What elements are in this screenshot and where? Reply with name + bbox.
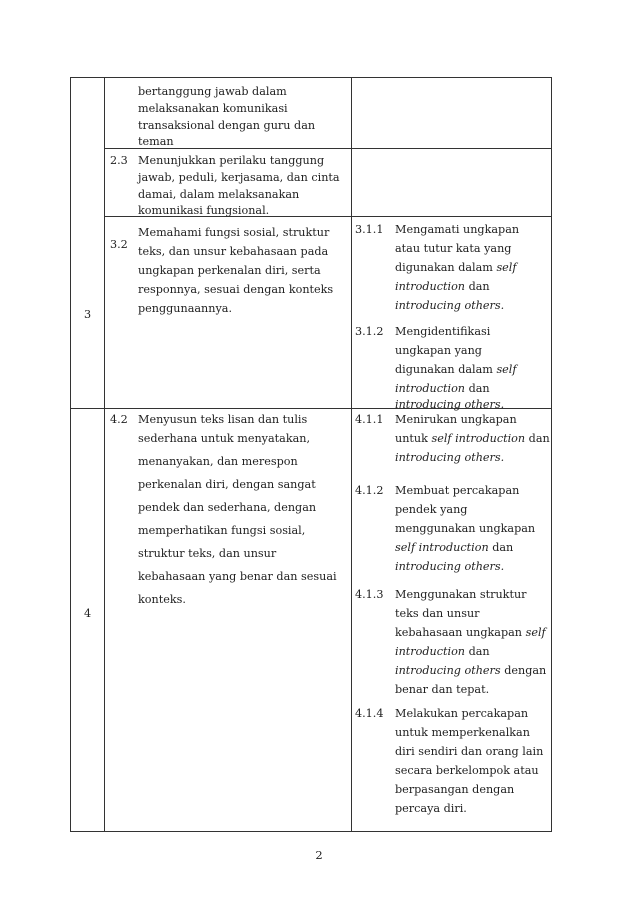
page-number: 2 (315, 848, 323, 862)
indicator-code: 4.1.1 (355, 413, 384, 426)
kd-line: pendek dan sederhana, dengan (138, 501, 317, 514)
indicator-line: digunakan dalam self (395, 363, 517, 376)
kd-code: 4.2 (110, 413, 128, 426)
indicator-line: introduction dan (395, 280, 490, 293)
indicator-line: Mengamati ungkapan (395, 223, 520, 236)
column-divider (104, 78, 105, 831)
indicator-code: 4.1.2 (355, 484, 384, 497)
kd-line: kebahasaan yang benar dan sesuai (138, 570, 337, 583)
competency-table (70, 77, 552, 832)
kd-line: teks, dan unsur kebahasaan pada (138, 245, 329, 258)
kd-line: sederhana untuk menyatakan, (138, 432, 311, 445)
indicator-line: percaya diri. (395, 802, 467, 815)
indicator-line: menggunakan ungkapan (395, 522, 536, 535)
indicator-code: 4.1.4 (355, 707, 384, 720)
indicator-line: Mengidentifikasi (395, 325, 491, 338)
indicator-line: atau tutur kata yang (395, 242, 512, 255)
indicator-line: introducing others. (395, 398, 505, 411)
indicator-code: 3.1.2 (355, 325, 384, 338)
indicator-line: berpasangan dengan (395, 783, 515, 796)
indicator-line: Membuat percakapan (395, 484, 520, 497)
indicator-line: Menirukan ungkapan (395, 413, 517, 426)
indicator-line: pendek yang (395, 503, 468, 516)
indicator-line: Menggunakan struktur (395, 588, 527, 601)
indicator-line: introducing others. (395, 451, 505, 464)
indicator-line: introducing others dengan (395, 664, 547, 677)
kd-line: ungkapan perkenalan diri, serta (138, 264, 321, 277)
indicator-line: secara berkelompok atau (395, 764, 539, 777)
kd-line: Menyusun teks lisan dan tulis (138, 413, 308, 426)
kd-line: struktur teks, dan unsur (138, 547, 277, 560)
indicator-code: 3.1.1 (355, 223, 384, 236)
kd-line: perkenalan diri, dengan sangat (138, 478, 316, 491)
indicator-line: teks dan unsur (395, 607, 480, 620)
indicator-line: Melakukan percakapan (395, 707, 529, 720)
kd-line: bertanggung jawab dalam (138, 85, 287, 98)
kd-code: 3.2 (110, 238, 128, 251)
kd-line: jawab, peduli, kerjasama, dan cinta (138, 171, 340, 184)
kd-line: penggunaannya. (138, 302, 233, 315)
kd-line: memperhatikan fungsi sosial, (138, 524, 306, 537)
indicator-line: introducing others. (395, 299, 505, 312)
indicator-line: ungkapan yang (395, 344, 482, 357)
kd-line: komunikasi fungsional. (138, 204, 270, 217)
kd-line: transaksional dengan guru dan (138, 119, 316, 132)
indicator-line: digunakan dalam self (395, 261, 517, 274)
kd-line: melaksanakan komunikasi (138, 102, 288, 115)
kd-line: menanyakan, dan merespon (138, 455, 298, 468)
kd-line: konteks. (138, 593, 186, 606)
kd-line: teman (138, 135, 174, 148)
indicator-line: diri sendiri dan orang lain (395, 745, 544, 758)
kd-line: Menunjukkan perilaku tanggung (138, 154, 325, 167)
indicator-line: kebahasaan ungkapan self (395, 626, 546, 639)
kd-line: responnya, sesuai dengan konteks (138, 283, 334, 296)
indicator-line: untuk self introduction dan (395, 432, 550, 445)
indicator-line: introduction dan (395, 645, 490, 658)
indicator-line: self introduction dan (395, 541, 514, 554)
indicator-line: introduction dan (395, 382, 490, 395)
indicator-line: introducing others. (395, 560, 505, 573)
indicator-line: benar dan tepat. (395, 683, 490, 696)
row-number: 3 (84, 308, 92, 321)
row-number: 4 (84, 607, 92, 620)
indicator-line: untuk memperkenalkan (395, 726, 530, 739)
kd-code: 2.3 (110, 154, 128, 167)
kd-line: Memahami fungsi sosial, struktur (138, 226, 330, 239)
kd-line: damai, dalam melaksanakan (138, 188, 300, 201)
column-divider (351, 78, 352, 831)
indicator-code: 4.1.3 (355, 588, 384, 601)
